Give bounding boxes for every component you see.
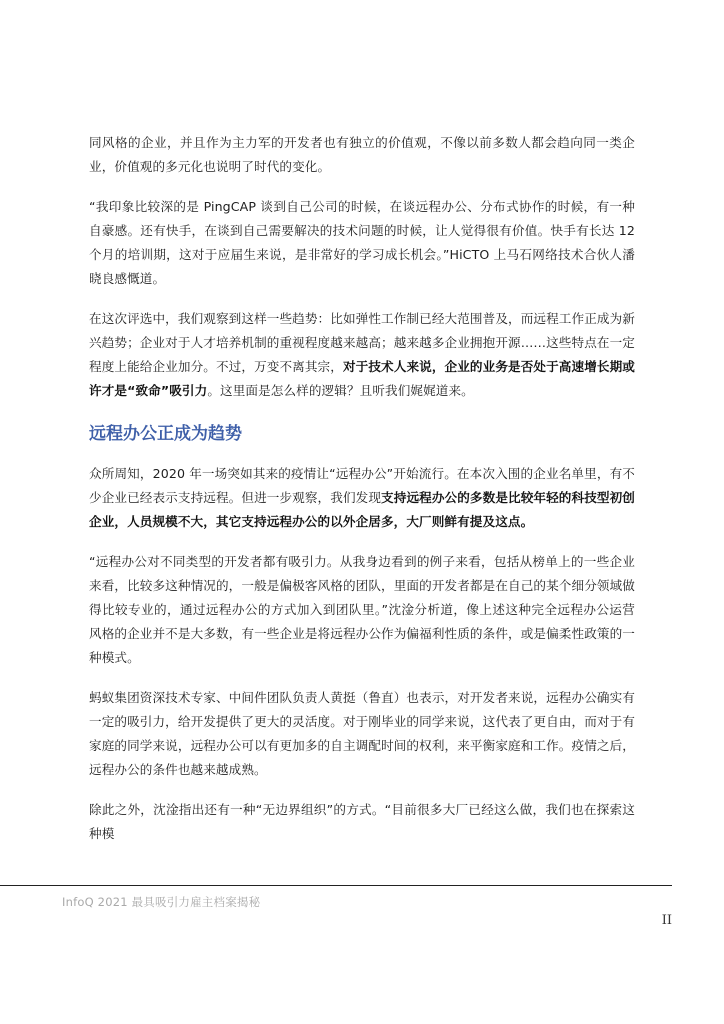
paragraph-3-bold: 对于技术人来说，企业的业务是否处于高速增长期或许才是“致命”吸引力	[89, 359, 635, 398]
paragraph-7: 除此之外，沈淦指出还有一种“无边界组织”的方式。“目前很多大厂已经这么做，我们也在探索这种模	[89, 802, 635, 841]
section-heading: 远程办公正成为趋势	[89, 424, 242, 444]
paragraph-3-text-a: 在这次评选中，我们观察到这样一些趋势：比如弹性工作制已经大范围普及，而远程工作正成为新兴趋势；企业对于人才培养机制的重视程度越来越高；越来越多企业拥抱开源……这些特点在一定程度上能给企业加分。不过，万变不离其宗，	[89, 311, 635, 374]
paragraph-2: “我印象比较深的是 PingCAP 谈到自己公司的时候，在谈远程办公、分布式协作的时候，有一种自豪感。还有快手，在谈到自己需要解决的技术问题的时候，让人觉得很有价值。快手有长达 12 个月的培训期，这对于应届生来说，是非常好的学习成长机会。”HiCTO 上马石网络技术合伙人潘晓良感慨道。	[89, 199, 635, 286]
paragraph-4-text-a: 众所周知，2020 年一场突如其来的疫情让“远程办公”开始流行。在本次入围的企业名单里，有不少企业已经表示支持远程。但进一步观察，我们发现	[89, 466, 635, 505]
paragraph-5: “远程办公对不同类型的开发者都有吸引力。从我身边看到的例子来看，包括从榜单上的一些企业来看，比较多这种情况的，一般是偏极客风格的团队，里面的开发者都是在自己的某个细分领域做得比较专业的，通过远程办公的方式加入到团队里。”沈淦分析道，像上述这种完全远程办公运营风格的企业并不是大多数，有一些企业是将远程办公作为偏福利性质的条件，或是偏柔性政策的一种模式。	[89, 554, 635, 665]
paragraph-3	[89, 307, 635, 403]
article-body	[89, 131, 635, 862]
paragraph-4-bold: 支持远程办公的多数是比较年轻的科技型初创企业，人员规模不大，其它支持远程办公的以外企居多，大厂则鲜有提及这点。	[89, 490, 635, 529]
paragraph-1: 同风格的企业，并且作为主力军的开发者也有独立的价值观，不像以前多数人都会趋向同一类企业，价值观的多元化也说明了时代的变化。	[89, 135, 635, 174]
footer-divider	[0, 885, 672, 886]
paragraph-4	[89, 462, 635, 534]
footer-title: InfoQ 2021 最具吸引力雇主档案揭秘	[62, 895, 261, 909]
paragraph-3-text-c: 。这里面是怎么样的逻辑？且听我们娓娓道来。	[207, 383, 474, 398]
page-number: II	[661, 913, 672, 928]
paragraph-6: 蚂蚁集团资深技术专家、中间件团队负责人黄挺（鲁直）也表示，对开发者来说，远程办公确实有一定的吸引力，给开发提供了更大的灵活度。对于刚毕业的同学来说，这代表了更自由，而对于有家庭的同学来说，远程办公可以有更加多的自主调配时间的权利，来平衡家庭和工作。疫情之后，远程办公的条件也越来越成熟。	[89, 690, 635, 777]
